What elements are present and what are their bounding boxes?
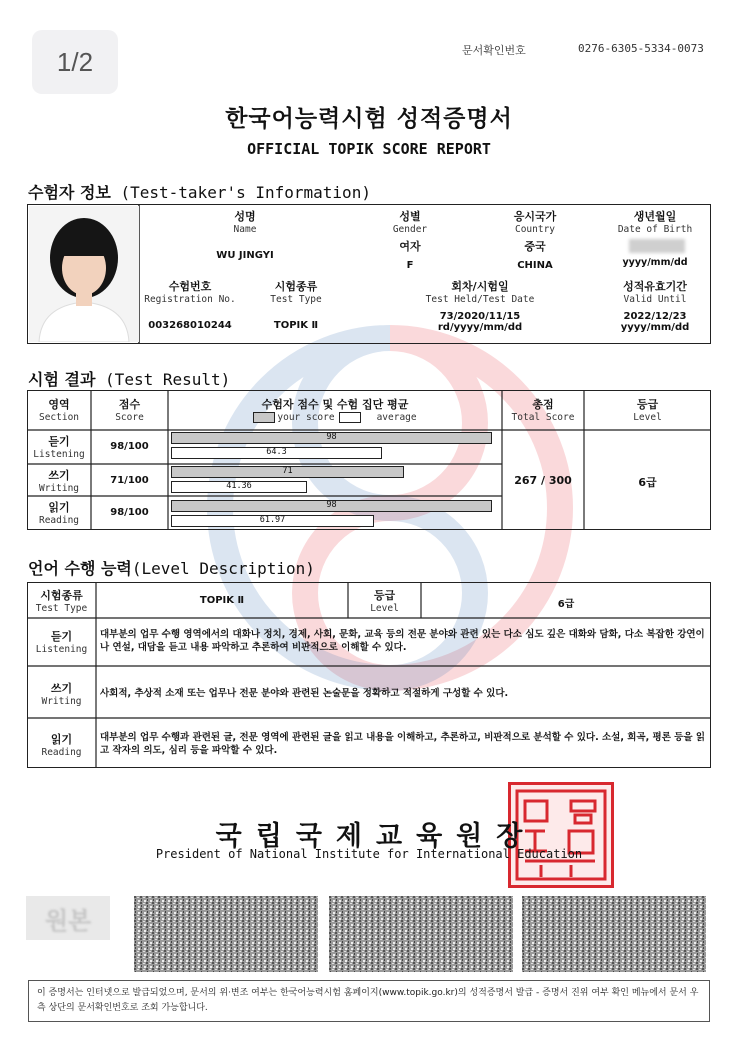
bar-average-listening [171,447,382,459]
row-listening: 듣기 [48,435,70,448]
gender-value-en: F [406,260,414,271]
bar-average-listening-label: 64.3 [266,447,287,457]
type-label: 시험종류 [274,280,318,293]
total-score: 267 / 300 [514,474,572,487]
doc-number-label: 문서확인번호 [462,44,526,57]
bar-your-score-reading-label: 98 [326,500,337,510]
desc-writing-text: 사회적, 추상적 소재 또는 업무나 전문 분야와 관련된 논술문을 정확하고 적절하게 구성할 수 있다. [100,688,509,699]
bar-average-reading [171,515,374,527]
level-type-value: TOPIK Ⅱ [199,595,245,606]
reg-label-en: Registration No. [144,294,236,305]
bar-your-score-listening [171,432,492,444]
legend-avg: average [376,412,417,423]
country-label: 응시국가 [513,210,557,223]
valid-value: 2022/12/23 [623,311,687,322]
name-value: WU JINGYI [216,250,274,261]
country-value-en: CHINA [517,260,553,271]
row-writing-en: Writing [38,483,80,494]
security-barcode-2 [329,896,513,972]
level-value: 6급 [638,476,657,489]
valid-label: 성적유효기간 [623,280,687,293]
bar-your-score-listening-label: 98 [326,432,337,442]
held-label-en: Test Held/Test Date [425,294,535,305]
valid-format: yyyy/mm/dd [620,322,690,333]
score-listening: 98/100 [110,441,149,452]
col-level: 등급 [636,398,659,411]
row-writing: 쓰기 [48,469,70,482]
country-label-en: Country [514,224,556,235]
level-type-label: 시험종류 [40,589,83,602]
held-label: 회차/시험일 [451,280,509,293]
doc-number-value: 0276-6305-5334-0073 [578,42,704,55]
gender-label: 성별 [399,210,421,223]
col-compare: 수험자 점수 및 수험 집단 평균 [261,398,409,411]
issuer-korean: 국립국제교육원장 [215,821,537,852]
row-listening-en: Listening [33,449,85,460]
bar-your-score-writing [171,466,404,478]
bar-your-score-reading [171,500,492,512]
page-indicator: 1/2 [32,30,118,94]
desc-listening-label: 듣기 [50,630,73,643]
row-reading: 읽기 [48,501,70,514]
legend-avg-swatch [339,412,361,423]
held-value: 73/2020/11/15 [439,311,521,322]
bar-average-reading-label: 61.97 [259,515,286,525]
desc-reading-label-en: Reading [41,747,82,758]
security-barcode-1 [134,896,318,972]
verification-notice: 이 증명서는 인터넷으로 발급되었으며, 문서의 위·변조 여부는 한국어능력시험 홈페이지(www.topik.go.kr)의 성적증명서 발급 - 증명서 진위 여부 확인 메뉴에서 문서 우측 상단의 문서확인번호로 조회 가능합니다. [28,980,710,1022]
dob-label-en: Date of Birth [617,224,693,235]
reg-value: 003268010244 [148,320,232,331]
legend-score: your score [277,412,335,423]
info-heading: 수험자 정보 (Test-taker's Information) [28,183,371,202]
dob-redacted [629,239,685,253]
row-reading-en: Reading [38,515,80,526]
bar-average-writing [171,481,307,493]
col-score: 점수 [118,398,141,411]
level-type-label-en: Test Type [35,603,88,614]
name-label-en: Name [233,224,257,235]
level-heading: 언어 수행 능력(Level Description) [28,559,315,578]
desc-writing-label: 쓰기 [50,682,73,695]
name-label: 성명 [234,210,256,223]
title-english: OFFICIAL TOPIK SCORE REPORT [247,140,491,158]
result-heading: 시험 결과 (Test Result) [28,370,231,389]
col-section: 영역 [48,398,70,411]
desc-reading-text: 대부분의 업무 수행과 관련된 글, 전문 영역에 관련된 글을 읽고 내용을 이해하고, 추론하고, 비판적으로 분석할 수 있다. 소설, 희곡, 평론 등을 읽고 작자의 의도, 심리 등을 파악할 수 있다. [100,732,706,756]
level-level-label: 등급 [373,589,396,602]
dob-label: 생년월일 [633,210,677,223]
level-level-value: 6급 [557,599,575,610]
desc-reading-label: 읽기 [50,733,73,746]
col-score-en: Score [115,412,144,423]
desc-listening-label-en: Listening [35,644,88,655]
desc-writing-label-en: Writing [41,696,82,707]
legend-score-swatch [253,412,275,423]
reg-label: 수험번호 [168,280,212,293]
type-value: TOPIK Ⅱ [273,320,319,331]
title-korean: 한국어능력시험 성적증명서 [225,106,513,132]
score-writing: 71/100 [110,475,149,486]
type-label-en: Test Type [270,294,322,305]
country-value: 중국 [524,240,546,253]
col-total: 총점 [532,398,554,411]
original-stamp: 원본 [26,896,110,940]
gender-value: 여자 [399,240,421,253]
col-level-en: Level [633,412,662,423]
valid-label-en: Valid Until [623,294,687,305]
gender-label-en: Gender [392,224,428,235]
held-format: rd/yyyy/mm/dd [437,322,523,333]
security-barcode-3 [522,896,706,972]
level-level-label-en: Level [370,603,399,614]
col-section-en: Section [38,412,80,423]
score-bars [171,430,499,530]
bar-average-writing-label: 41.36 [226,481,252,491]
dob-format: yyyy/mm/dd [622,257,688,268]
bar-your-score-writing-label: 71 [282,466,293,476]
issuer-english: President of National Institute for International Education [155,847,583,861]
col-total-en: Total Score [511,412,575,423]
test-taker-photo [29,206,139,342]
desc-listening-text: 대부분의 업무 수행 영역에서의 대화나 정치, 경제, 사회, 문화, 교육 등의 전문 분야와 관련 있는 다소 심도 깊은 대화와 담화, 다소 복잡한 강연이나 연설, 대담을 듣고 내용 파악하고 추론하여 비판적으로 이해할 수 있다. [100,629,705,653]
score-reading: 98/100 [110,507,149,518]
